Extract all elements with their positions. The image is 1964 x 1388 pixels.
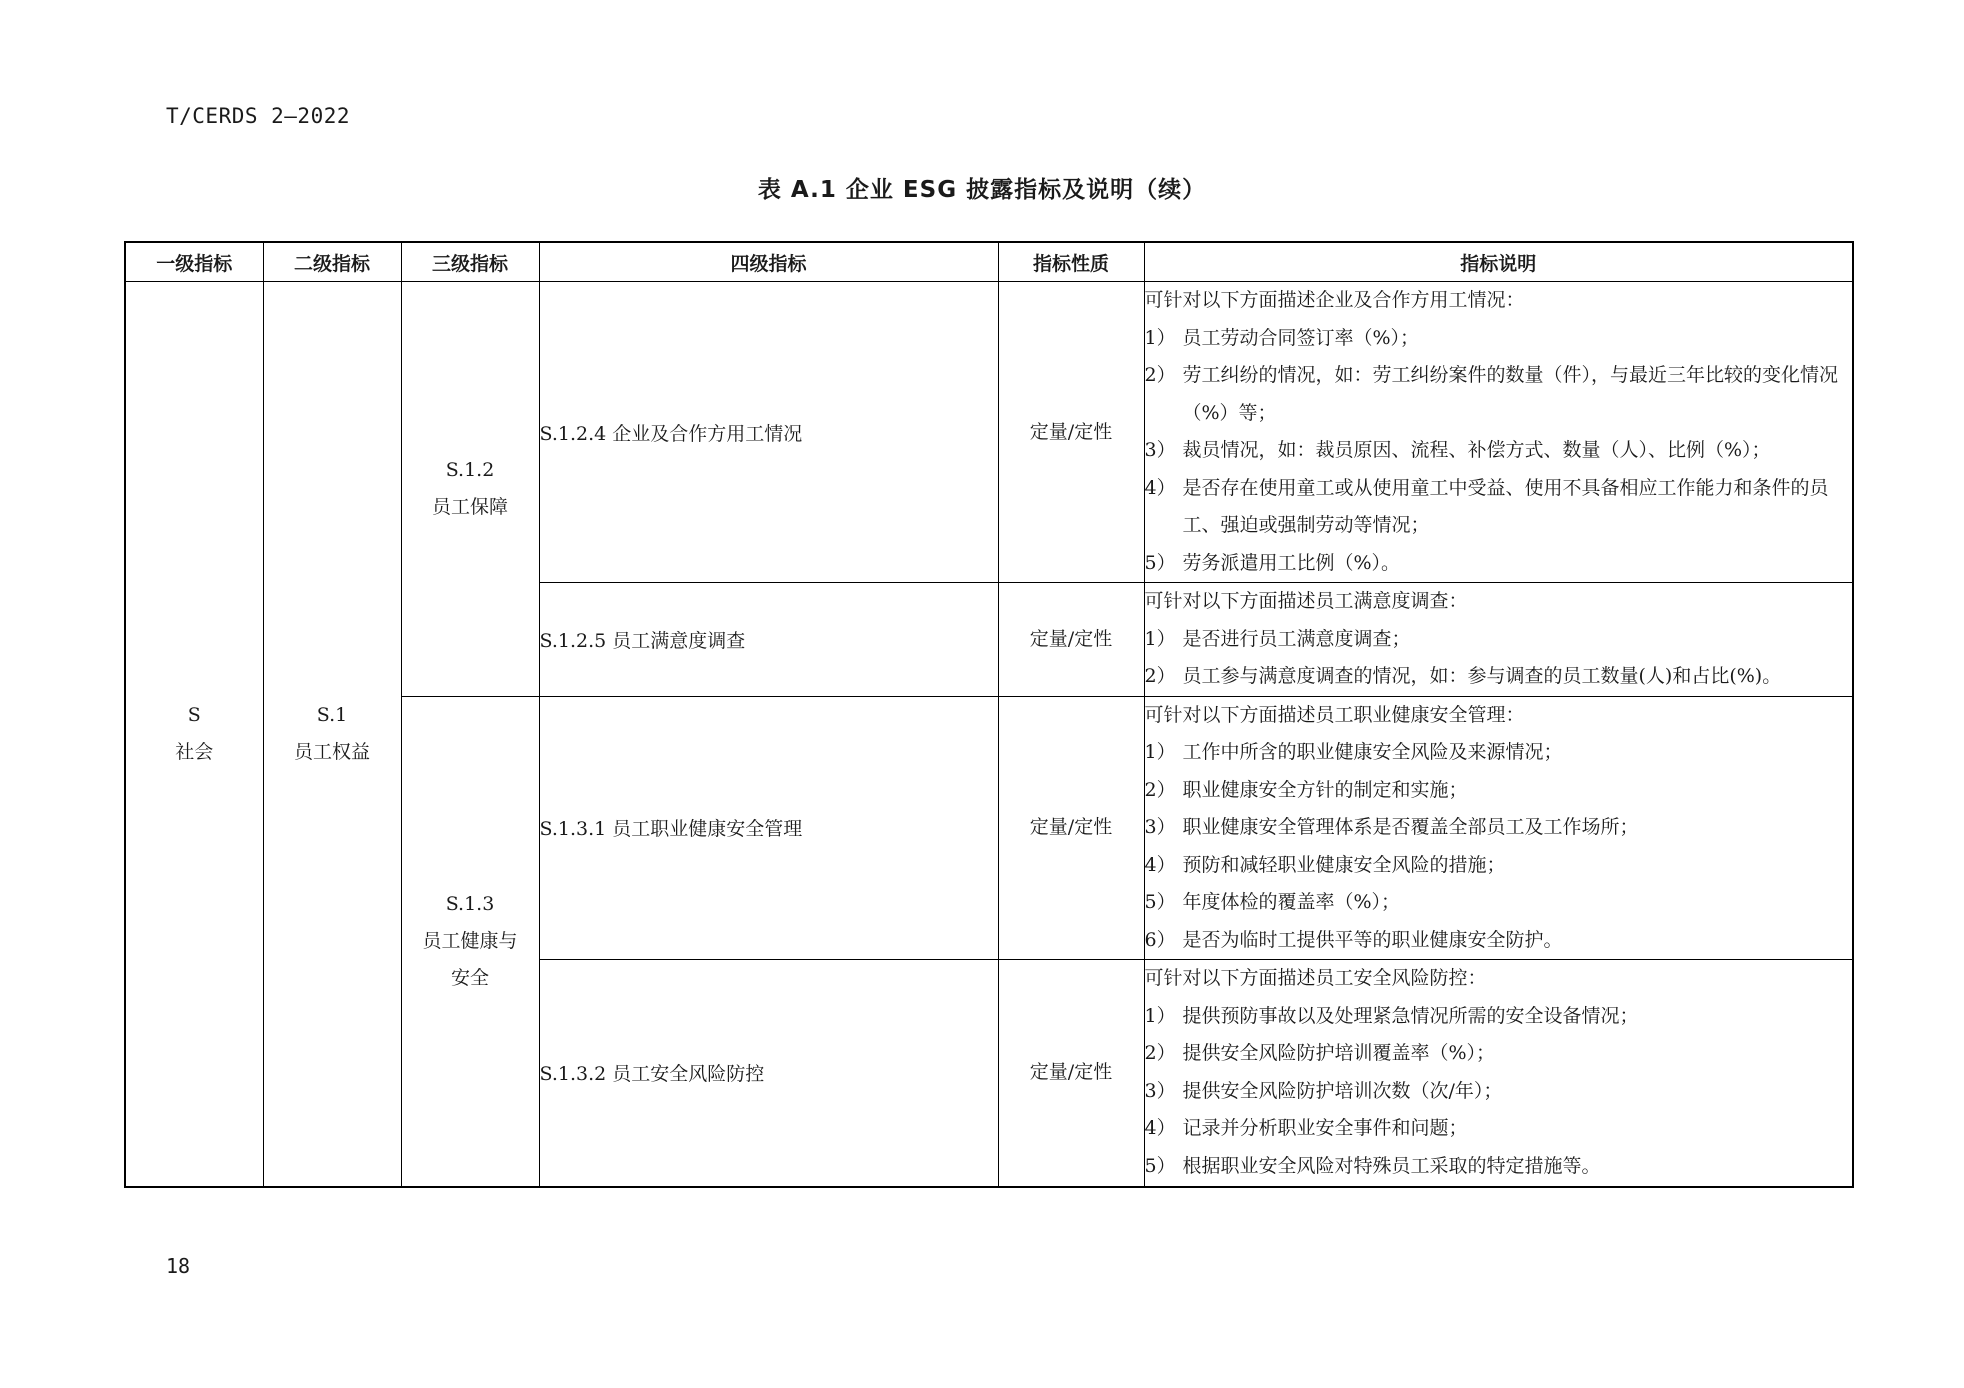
nature-label: 定量/定性 bbox=[1029, 627, 1113, 650]
level4-cell bbox=[539, 960, 998, 1187]
level2-cell bbox=[263, 282, 401, 1187]
table-row bbox=[125, 282, 1853, 583]
list-item bbox=[1145, 658, 1853, 696]
item-number: 6） bbox=[1144, 928, 1176, 951]
level3-cell bbox=[401, 696, 539, 1187]
list-item bbox=[1145, 884, 1853, 922]
level4-label: S.1.2.5 员工满意度调查 bbox=[539, 629, 746, 652]
list-item bbox=[1145, 357, 1853, 432]
item-text: 提供预防事故以及处理紧急情况所需的安全设备情况； bbox=[1182, 1004, 1639, 1027]
item-text: 是否为临时工提供平等的职业健康安全防护。 bbox=[1182, 928, 1563, 951]
level1-name: 社会 bbox=[175, 740, 214, 763]
item-text: 劳工纠纷的情况，如：劳工纠纷案件的数量（件），与最近三年比较的变化情况（%）等； bbox=[1182, 364, 1839, 424]
nature-cell bbox=[998, 696, 1144, 960]
item-number: 1） bbox=[1144, 1004, 1176, 1027]
list-item bbox=[1145, 809, 1853, 847]
description-cell bbox=[1144, 696, 1853, 960]
list-item bbox=[1145, 734, 1853, 772]
item-text: 职业健康安全管理体系是否覆盖全部员工及工作场所； bbox=[1182, 816, 1639, 838]
level4-label: S.1.2.4 企业及合作方用工情况 bbox=[539, 422, 803, 445]
level3-cell bbox=[401, 282, 539, 697]
level4-label: S.1.3.2 员工安全风险防控 bbox=[539, 1063, 765, 1086]
list-item bbox=[1145, 1148, 1853, 1186]
item-text: 记录并分析职业安全事件和问题； bbox=[1182, 1117, 1468, 1139]
nature-cell bbox=[998, 282, 1144, 583]
list-item bbox=[1145, 998, 1853, 1036]
nature-cell bbox=[998, 583, 1144, 697]
item-number: 5） bbox=[1144, 1154, 1176, 1177]
level3-name-line2: 安全 bbox=[450, 966, 489, 989]
nature-label: 定量/定性 bbox=[1029, 816, 1113, 839]
description-intro: 可针对以下方面描述企业及合作方用工情况： bbox=[1144, 289, 1525, 311]
nature-label: 定量/定性 bbox=[1029, 1061, 1113, 1084]
level4-cell bbox=[539, 282, 998, 583]
description-intro: 可针对以下方面描述员工职业健康安全管理： bbox=[1144, 703, 1525, 726]
description-intro: 可针对以下方面描述员工安全风险防控： bbox=[1144, 967, 1487, 989]
item-text: 根据职业安全风险对特殊员工采取的特定措施等。 bbox=[1182, 1154, 1601, 1177]
col-header-description: 指标说明 bbox=[1144, 242, 1853, 282]
item-number: 2） bbox=[1144, 364, 1176, 386]
item-text: 是否进行员工满意度调查； bbox=[1182, 627, 1411, 650]
level2-code: S.1 bbox=[316, 703, 348, 726]
list-item bbox=[1145, 1110, 1853, 1148]
col-header-level3: 三级指标 bbox=[401, 242, 539, 282]
level3-name: 员工保障 bbox=[431, 495, 508, 518]
level3-name-line1: 员工健康与 bbox=[422, 929, 518, 952]
level3-code: S.1.2 bbox=[445, 458, 495, 481]
list-item bbox=[1145, 922, 1853, 960]
list-item bbox=[1145, 1035, 1853, 1073]
item-text: 职业健康安全方针的制定和实施； bbox=[1182, 778, 1468, 801]
table-header-row bbox=[125, 242, 1853, 282]
item-number: 3） bbox=[1144, 1079, 1176, 1102]
item-text: 预防和减轻职业健康安全风险的措施； bbox=[1182, 853, 1506, 876]
item-text: 提供安全风险防护培训次数（次/年）； bbox=[1182, 1079, 1503, 1102]
level4-cell bbox=[539, 696, 998, 960]
description-cell bbox=[1144, 583, 1853, 697]
item-number: 4） bbox=[1144, 476, 1176, 499]
item-number: 4） bbox=[1144, 1117, 1176, 1139]
item-text: 工作中所含的职业健康安全风险及来源情况； bbox=[1182, 741, 1563, 763]
level4-cell bbox=[539, 583, 998, 697]
item-number: 1） bbox=[1144, 741, 1176, 763]
standard-code: T/CERDS 2—2022 bbox=[166, 104, 351, 128]
col-header-nature: 指标性质 bbox=[998, 242, 1144, 282]
level2-name: 员工权益 bbox=[293, 740, 370, 763]
list-item bbox=[1145, 772, 1853, 810]
list-item bbox=[1145, 470, 1853, 545]
col-header-level4: 四级指标 bbox=[539, 242, 998, 282]
description-cell bbox=[1144, 282, 1853, 583]
item-number: 2） bbox=[1144, 1042, 1176, 1064]
esg-indicator-table bbox=[124, 241, 1854, 1188]
item-number: 2） bbox=[1144, 665, 1176, 687]
list-item bbox=[1145, 545, 1853, 583]
nature-cell bbox=[998, 960, 1144, 1187]
table-title: 表 A.1 企业 ESG 披露指标及说明（续） bbox=[757, 177, 1207, 203]
level1-code: S bbox=[187, 703, 201, 726]
level4-label: S.1.3.1 员工职业健康安全管理 bbox=[539, 818, 803, 841]
item-number: 5） bbox=[1144, 551, 1176, 574]
item-number: 1） bbox=[1144, 627, 1176, 650]
item-text: 年度体检的覆盖率（%）； bbox=[1182, 891, 1401, 913]
item-text: 裁员情况，如：裁员原因、流程、补偿方式、数量（人）、比例（%）； bbox=[1182, 439, 1771, 461]
list-item bbox=[1145, 847, 1853, 885]
list-item bbox=[1145, 320, 1853, 358]
item-text: 员工参与满意度调查的情况，如：参与调查的员工数量(人)和占比(%)。 bbox=[1182, 665, 1782, 687]
item-text: 提供安全风险防护培训覆盖率（%）； bbox=[1182, 1042, 1496, 1064]
item-number: 5） bbox=[1144, 891, 1176, 913]
item-number: 2） bbox=[1144, 778, 1176, 801]
col-header-level2: 二级指标 bbox=[263, 242, 401, 282]
list-item bbox=[1145, 621, 1853, 659]
description-cell bbox=[1144, 960, 1853, 1187]
item-text: 员工劳动合同签订率（%）； bbox=[1182, 326, 1420, 349]
level3-code: S.1.3 bbox=[445, 892, 495, 915]
item-number: 3） bbox=[1144, 439, 1176, 461]
page-number: 18 bbox=[166, 1254, 191, 1278]
list-item bbox=[1145, 432, 1853, 470]
description-intro: 可针对以下方面描述员工满意度调查： bbox=[1144, 590, 1468, 612]
nature-label: 定量/定性 bbox=[1029, 420, 1113, 443]
item-number: 1） bbox=[1144, 326, 1176, 349]
item-text: 劳务派遣用工比例（%）。 bbox=[1182, 551, 1401, 574]
list-item bbox=[1145, 1073, 1853, 1111]
col-header-level1: 一级指标 bbox=[125, 242, 263, 282]
item-number: 4） bbox=[1144, 853, 1176, 876]
level1-cell bbox=[125, 282, 263, 1187]
item-text: 是否存在使用童工或从使用童工中受益、使用不具备相应工作能力和条件的员工、强迫或强制劳动等情况； bbox=[1182, 476, 1829, 536]
item-number: 3） bbox=[1144, 816, 1176, 838]
